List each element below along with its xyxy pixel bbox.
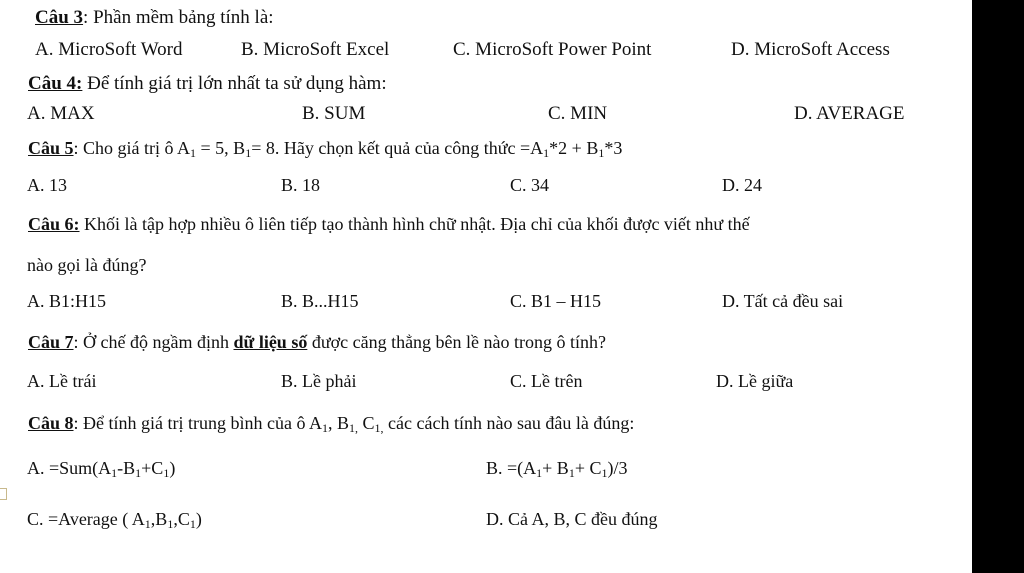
question-7-title: Câu 7: Ở chế độ ngầm định dữ liệu số được căng thẳng bên lề nào trong ô tính?: [28, 332, 607, 352]
question-7-option-d: D. Lề giữa: [716, 371, 794, 391]
question-7-option-a: A. Lề trái: [27, 371, 97, 391]
question-3-title: Câu 3: Phần mềm bảng tính là:: [35, 7, 274, 28]
question-7-option-c: C. Lề trên: [510, 371, 583, 391]
question-3-option-b: B. MicroSoft Excel: [241, 39, 390, 60]
question-6-title-continued: nào gọi là đúng?: [27, 255, 147, 275]
question-4-option-a: A. MAX: [27, 103, 95, 124]
margin-marker: [0, 488, 7, 500]
question-3-option-d: D. MicroSoft Access: [731, 39, 890, 60]
right-black-bar: [972, 0, 1024, 573]
question-5-option-c: C. 34: [510, 175, 550, 195]
question-4-option-b: B. SUM: [302, 103, 366, 124]
question-8-option-c: C. =Average ( $A_1,B_1,C_1$): [27, 509, 202, 531]
question-8-option-a: A. $=Sum(A_1-B_1+C_1)$: [27, 458, 176, 480]
question-3-option-a: A. MicroSoft Word: [35, 39, 183, 60]
question-4-option-c: C. MIN: [548, 103, 608, 124]
question-6-option-d: D. Tất cả đều sai: [722, 291, 844, 311]
question-6-title: Câu 6: Khối là tập hợp nhiều ô liên tiếp tạo thành hình chữ nhật. Địa chỉ của khối được viết như thế: [28, 214, 750, 234]
question-5-option-b: B. 18: [281, 175, 321, 195]
question-5-option-d: D. 24: [722, 175, 762, 195]
question-4-title: Câu 4: Để tính giá trị lớn nhất ta sử dụng hàm:: [28, 73, 387, 94]
question-6-option-a: A. B1:H15: [27, 291, 107, 311]
question-8-option-d: D. Cả A, B, C đều đúng: [486, 509, 658, 529]
question-8-title: Câu 8: Để tính giá trị trung bình của ô $A_1$, $B_{1,}$ $C_{1,}$ các cách tính nào sau đâu là đúng:: [28, 413, 635, 435]
question-6-option-c: C. B1 – H15: [510, 291, 602, 311]
question-5-option-a: A. 13: [27, 175, 67, 195]
question-6-option-b: B. B...H15: [281, 291, 359, 311]
question-8-option-b: B. $=(A_1+ B_1+ C_1)/3$: [486, 458, 628, 480]
question-7-option-b: B. Lề phải: [281, 371, 357, 391]
question-3-option-c: C. MicroSoft Power Point: [453, 39, 652, 60]
question-5-title: Câu 5: Cho giá trị ô $A_1 = 5$, $B_1= 8$. Hãy chọn kết quả của công thức $=A_1*2 + B_1*3$: [28, 138, 623, 160]
question-4-option-d: D. AVERAGE: [794, 103, 905, 124]
